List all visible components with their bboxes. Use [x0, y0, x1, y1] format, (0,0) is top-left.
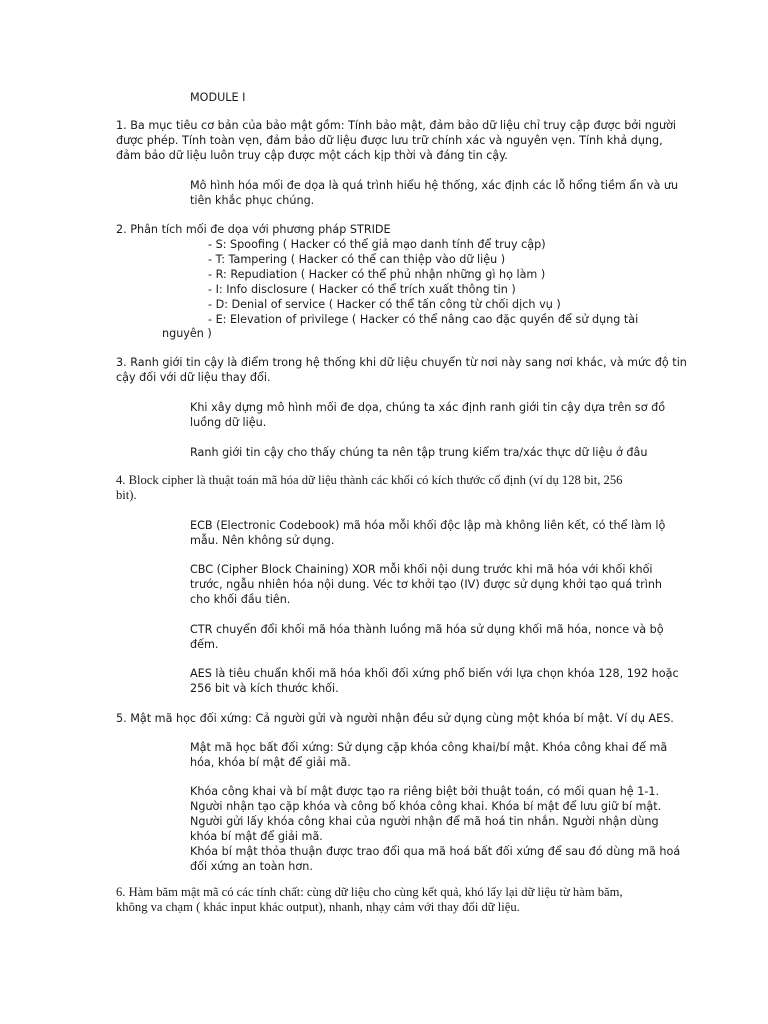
ctr-note: CTR chuyển đổi khối mã hóa thành luồng mã hóa sử dụng khối mã hóa, nonce và bộ đếm. — [190, 623, 664, 651]
aes-note: AES là tiêu chuẩn khối mã hóa khối đối xứng phổ biến với lựa chọn khóa 128, 192 hoặc 256 bit và kích thước khối. — [190, 667, 679, 695]
cbc-note: CBC (Cipher Block Chaining) XOR mỗi khối nội dung trước khi mã hóa với khối khối trước, ngẫu nhiên hóa nội dung. Véc tơ khởi tạo (IV) được sử dụng khởi tạo quá trình cho khối đầu tiên. — [190, 563, 663, 606]
ecb-note: ECB (Electronic Codebook) mã hóa mỗi khối độc lập mà không liên kết, có thể làm lộ mẫu. Nên không sử dụng. — [190, 519, 666, 547]
section-5-paragraph: 5. Mật mã học đối xứng: Cả người gửi và người nhận đều sử dụng cùng một khóa bí mật. Ví dụ AES. — [116, 712, 674, 725]
list-item: - S: Spoofing ( Hacker có thể giả mạo danh tính để truy cập) — [208, 238, 546, 251]
list-item: - R: Repudiation ( Hacker có thể phủ nhận những gì họ làm ) — [208, 268, 546, 281]
section-4-paragraph: 4. Block cipher là thuật toán mã hóa dữ liệu thành các khối có kích thước cố định (ví dụ 128 bit, 256 bit). — [116, 473, 623, 502]
asymmetric-note: Mật mã học bất đối xứng: Sử dụng cặp khóa công khai/bí mật. Khóa công khai để mã hóa, khóa bí mật để giải mã. — [190, 741, 668, 769]
list-item: - E: Elevation of privilege ( Hacker có thể nâng cao đặc quyền để sử dụng tài — [208, 313, 639, 326]
stride-list-wrap: nguyên ) — [162, 327, 212, 340]
list-item: - I: Info disclosure ( Hacker có thể trích xuất thông tin ) — [208, 283, 516, 296]
stride-list — [208, 237, 638, 327]
list-item: - T: Tampering ( Hacker có thể can thiệp vào dữ liệu ) — [208, 253, 506, 266]
section-3-paragraph: 3. Ranh giới tin cậy là điểm trong hệ thống khi dữ liệu chuyển từ nơi này sang nơi khác, và mức độ tin cậy đối với dữ liệu thay đổi. — [116, 356, 687, 384]
key-pair-note: Khóa công khai và bí mật được tạo ra riêng biệt bởi thuật toán, có mối quan hệ 1-1. Người nhận tạo cặp khóa và công bố khóa công khai. Khóa bí mật để lưu giữ bí mật. Người gửi lấy khóa công khai của người nhận để mã hoá tin nhắn. Người nhận dùng khóa bí mật để giải mã. Khóa bí mật thỏa thuận được trao đổi qua mã hoá bất đối xứng để sau đó dùng mã hoá đối xứng an toàn hơn. — [190, 785, 681, 873]
trust-boundary-note-1: Khi xây dựng mô hình mối đe dọa, chúng ta xác định ranh giới tin cậy dựa trên sơ đồ luồng dữ liệu. — [190, 401, 666, 429]
section-1-paragraph: 1. Ba mục tiêu cơ bản của bảo mật gồm: Tính bảo mật, đảm bảo dữ liệu chỉ truy cập được bởi người được phép. Tính toàn vẹn, đảm bảo dữ liệu được lưu trữ chính xác và nguyên vẹn. Tính khả dụng, đảm bảo dữ liệu luôn truy cập được một cách kịp thời và đáng tin cậy. — [116, 119, 677, 162]
page-title: MODULE I — [190, 91, 246, 104]
section-2-heading: 2. Phân tích mối đe dọa với phương pháp STRIDE — [116, 223, 391, 236]
list-item: - D: Denial of service ( Hacker có thể tấn công từ chối dịch vụ ) — [208, 298, 561, 311]
section-6-paragraph: 6. Hàm băm mật mã có các tính chất: cùng dữ liệu cho cùng kết quả, khó lấy lại dữ liệu từ hàm băm, không va chạm ( khác input khác output), nhanh, nhạy cảm với thay đổi dữ liệu. — [116, 885, 623, 914]
threat-modeling-note: Mô hình hóa mối đe dọa là quá trình hiểu hệ thống, xác định các lỗ hổng tiềm ẩn và ưu tiên khắc phục chúng. — [190, 179, 679, 207]
trust-boundary-note-2: Ranh giới tin cậy cho thấy chúng ta nên tập trung kiểm tra/xác thực dữ liệu ở đâu — [190, 446, 648, 459]
